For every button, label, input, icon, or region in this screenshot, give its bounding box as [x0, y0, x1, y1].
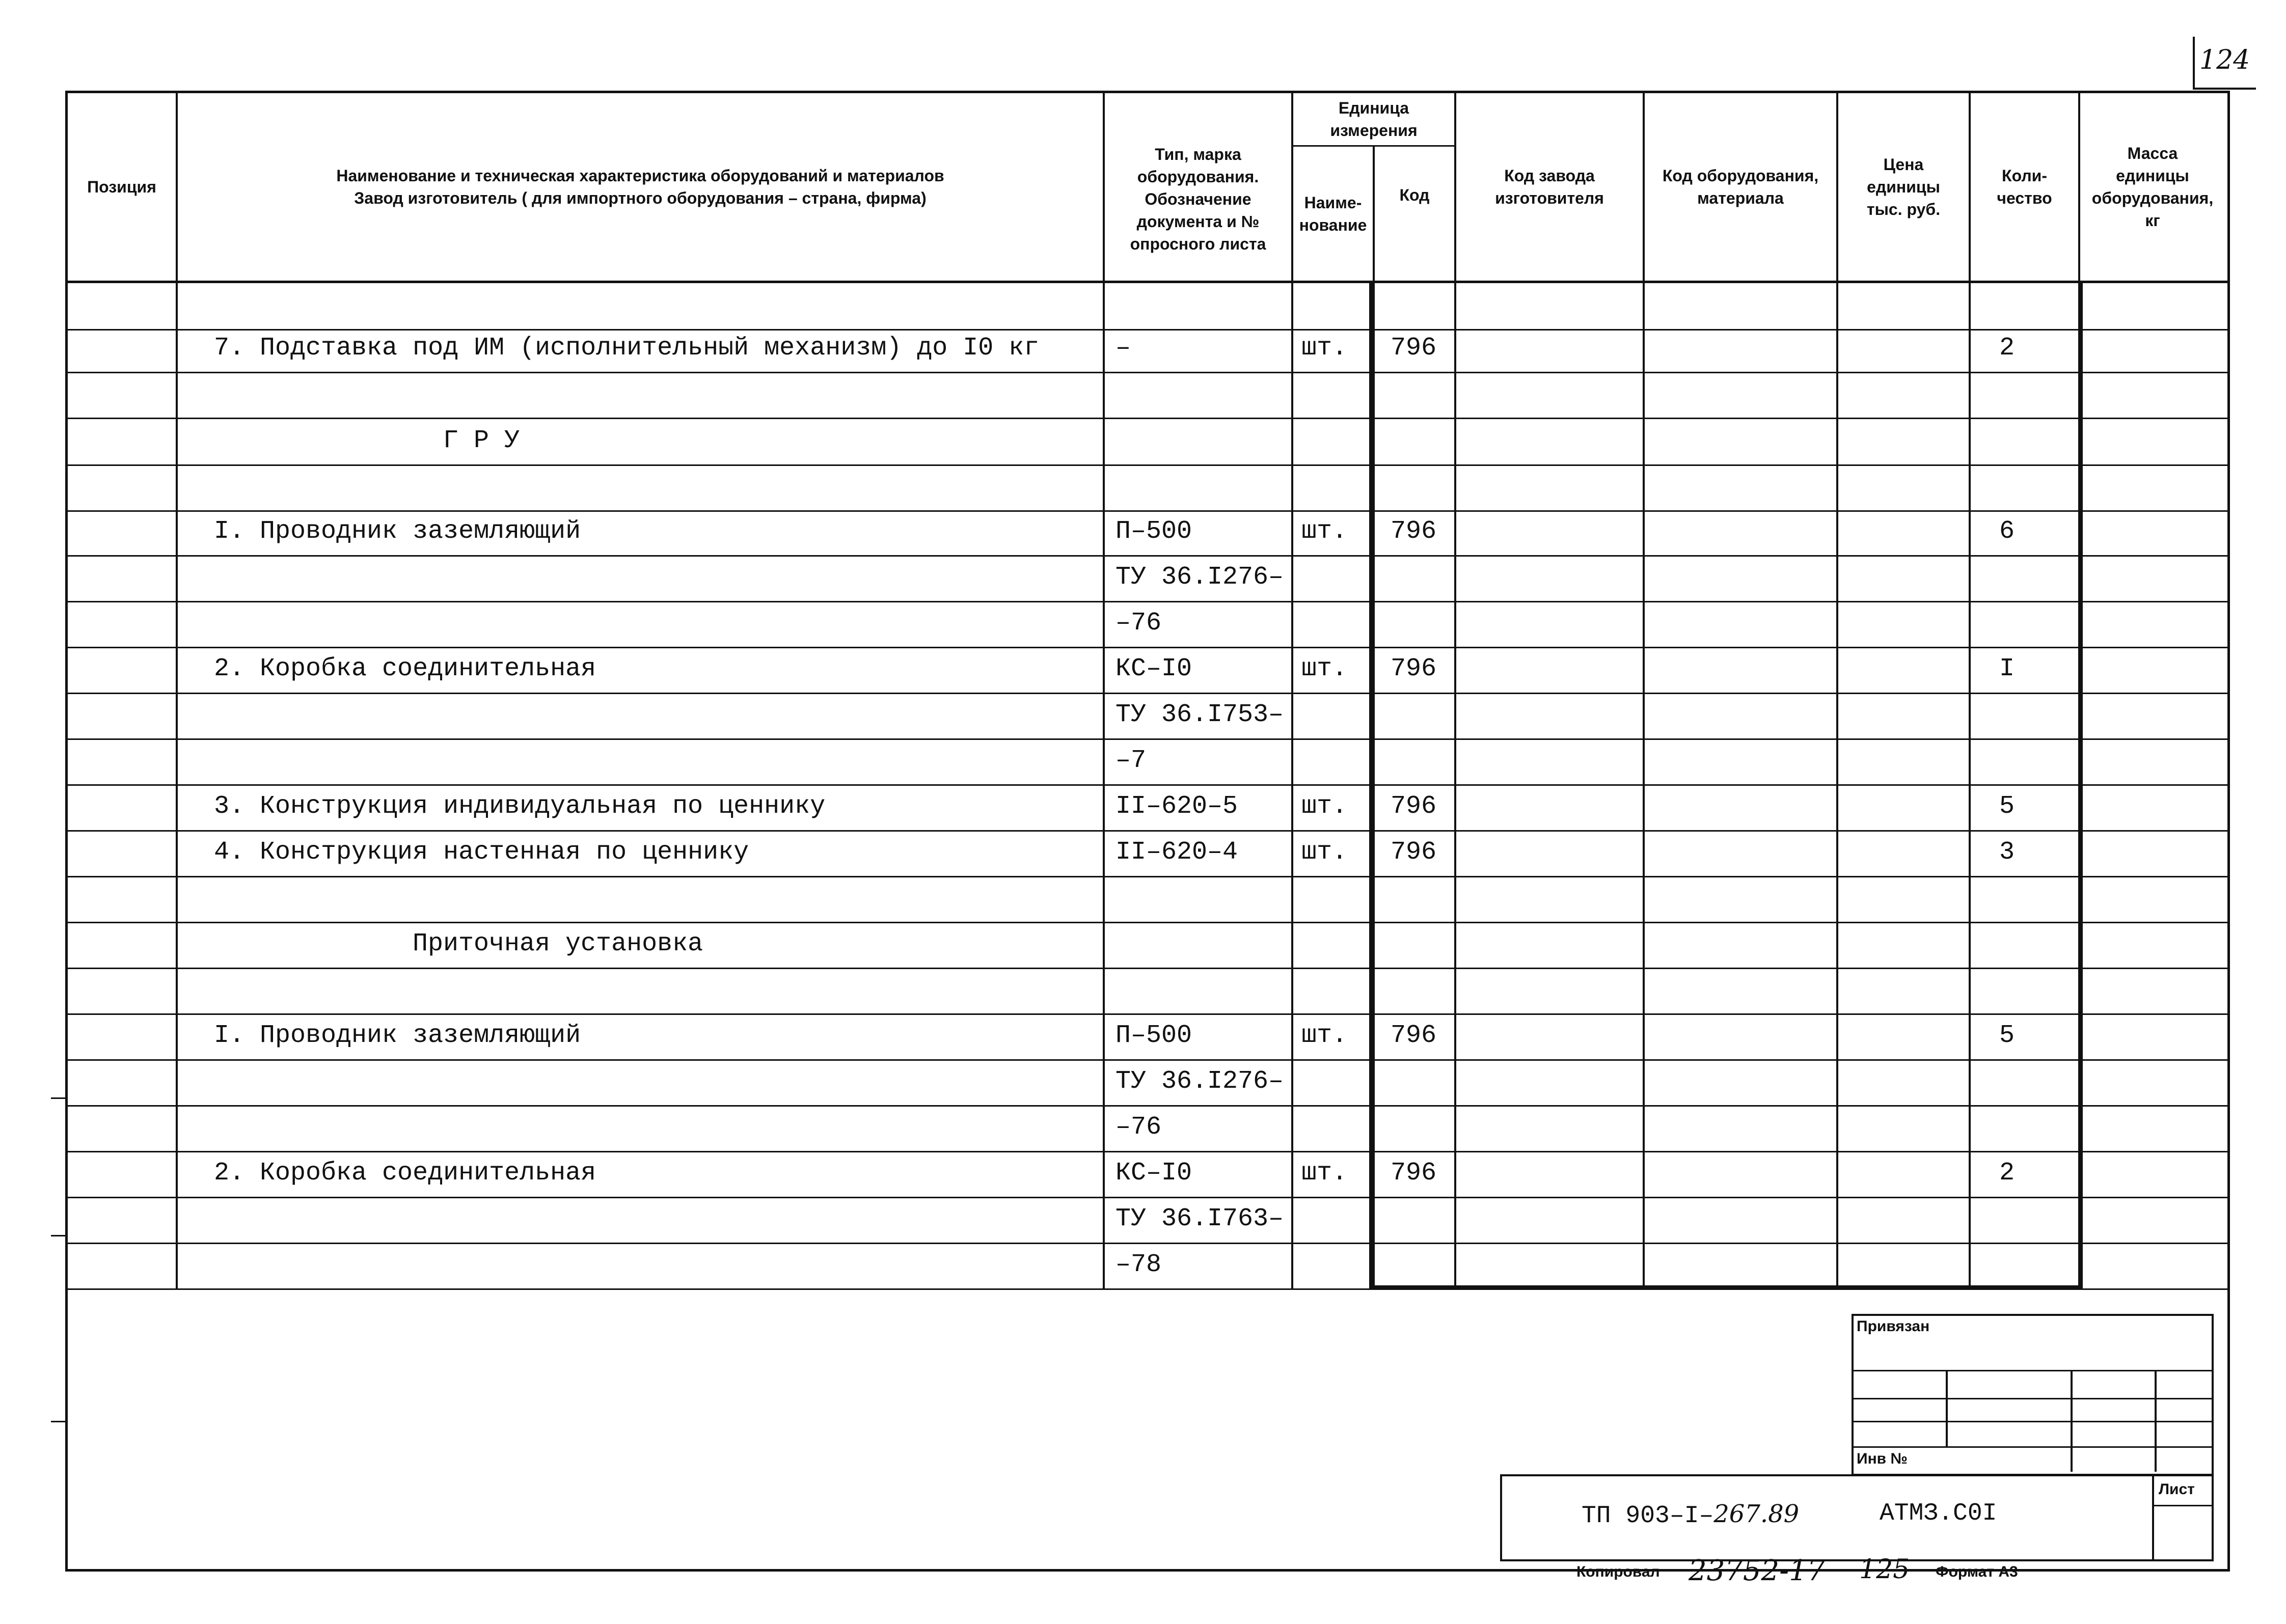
row-code: 796	[1391, 792, 1437, 821]
table-row	[0, 464, 2286, 510]
stamp-line-2	[1852, 1398, 2212, 1399]
edge-tick-1	[51, 1097, 65, 1099]
stamp-inv-label: Инв №	[1857, 1450, 1908, 1467]
edge-tick-2	[51, 1235, 65, 1236]
stamp-vline-3	[2155, 1370, 2157, 1472]
row-code: 796	[1391, 334, 1437, 363]
row-type: –7	[1115, 746, 1147, 775]
table-row	[0, 509, 2286, 555]
row-qty: I	[1999, 654, 2015, 683]
row-name: Приточная установка	[413, 929, 703, 958]
table-row	[0, 876, 2286, 922]
header-quantity: Коли- чество	[1997, 167, 2052, 207]
row-divider	[65, 1288, 2230, 1290]
row-code: 796	[1391, 1021, 1437, 1050]
header-factory-code: Код завода изготовителя	[1495, 167, 1604, 207]
header-price: Цена единицы тыс. руб.	[1866, 155, 1941, 218]
table-row	[0, 1197, 2286, 1243]
row-type: –76	[1115, 1113, 1162, 1142]
row-name: I. Проводник заземляющий	[214, 1021, 581, 1050]
table-row	[0, 372, 2286, 418]
row-name: 2. Коробка соединительная	[214, 1159, 596, 1188]
footer-sheet-handwritten: 125	[1859, 1554, 1910, 1585]
table-row	[0, 647, 2286, 693]
stamp-line-3	[1852, 1421, 2212, 1422]
row-qty: 3	[1999, 838, 2015, 867]
table-row	[0, 1013, 2286, 1059]
table-row	[0, 283, 2286, 329]
row-type: ТУ 36.I763–	[1115, 1204, 1284, 1233]
row-code: 796	[1391, 838, 1437, 867]
row-unit: шт.	[1301, 334, 1348, 363]
row-name: 4. Конструкция настенная по ценнику	[214, 838, 749, 867]
stamp-line-4	[1852, 1446, 2212, 1448]
header-unit-name: Наиме- нование	[1299, 194, 1367, 234]
header-mass: Масса единицы оборудования, кг	[2091, 144, 2214, 230]
row-type: КС–I0	[1115, 654, 1192, 683]
row-name: 3. Конструкция индивидуальная по ценнику	[214, 792, 826, 821]
row-type: ТУ 36.I276–	[1115, 563, 1284, 592]
edge-tick-3	[51, 1421, 65, 1422]
row-type: ТУ 36.I276–	[1115, 1067, 1284, 1096]
table-row	[0, 419, 2286, 464]
row-type: II–620–4	[1115, 838, 1238, 867]
row-unit: шт.	[1301, 1159, 1348, 1188]
stamp-vline-2	[2071, 1370, 2073, 1472]
row-qty: 2	[1999, 1159, 2015, 1188]
header-type: Тип, марка оборудования. Обозначение документа и № опросного листа	[1130, 145, 1266, 253]
header-position: Позиция	[87, 178, 156, 196]
stamp-sheet-label: Лист	[2159, 1481, 2195, 1498]
row-qty: 5	[1999, 792, 2015, 821]
header-equipment-code: Код оборудования, материала	[1662, 167, 1819, 207]
header-unit-code: Код	[1399, 186, 1430, 204]
stamp-line-1	[1852, 1370, 2212, 1371]
table-row	[0, 922, 2286, 968]
row-name: 7. Подставка под ИМ (исполнительный механизм) до I0 кг	[214, 334, 1040, 363]
table-row	[0, 1243, 2286, 1288]
row-qty: 2	[1999, 334, 2015, 363]
table-row	[0, 1105, 2286, 1151]
footer-format-label: Формат А3	[1936, 1563, 2018, 1580]
header-name: Наименование и техническая характеристика оборудований и материалов Завод изготовитель ( для импортного оборудования – страна, фирма)	[336, 167, 944, 207]
table-row	[0, 830, 2286, 876]
stamp-attached-label: Привязан	[1857, 1318, 1930, 1335]
row-unit: шт.	[1301, 838, 1348, 867]
row-unit: шт.	[1301, 654, 1348, 683]
row-name: 2. Коробка соединительная	[214, 654, 596, 683]
row-type: –	[1115, 334, 1131, 363]
row-code: 796	[1391, 1159, 1437, 1188]
table-row	[0, 968, 2286, 1013]
table-row	[0, 555, 2286, 601]
footer-copied-label: Копировал	[1576, 1563, 1660, 1580]
table-row	[0, 1059, 2286, 1105]
row-name: Г Р У	[443, 426, 520, 455]
stamp-doc-code-typed: ТП 903–I–	[1582, 1502, 1714, 1530]
row-type: ТУ 36.I753–	[1115, 700, 1284, 729]
stamp-doc-code	[1582, 1500, 1799, 1530]
row-type: II–620–5	[1115, 792, 1238, 821]
row-type: –78	[1115, 1250, 1162, 1279]
footer-copied-handwritten: 23752-17	[1689, 1554, 1826, 1587]
row-qty: 5	[1999, 1021, 2015, 1050]
row-type: –76	[1115, 609, 1162, 638]
stamp-doc-mark: АТМЗ.С0I	[1880, 1500, 1997, 1527]
row-name: I. Проводник заземляющий	[214, 517, 581, 546]
row-unit: шт.	[1301, 792, 1348, 821]
row-code: 796	[1391, 517, 1437, 546]
table-row	[0, 326, 2286, 372]
row-type: КС–I0	[1115, 1159, 1192, 1188]
row-unit: шт.	[1301, 517, 1348, 546]
row-code: 796	[1391, 654, 1437, 683]
page-number: 124	[2199, 45, 2250, 75]
table-row	[0, 1151, 2286, 1197]
row-type: П–500	[1115, 1021, 1192, 1050]
unit-group-line	[1291, 145, 1454, 147]
row-qty: 6	[1999, 517, 2015, 546]
row-type: П–500	[1115, 517, 1192, 546]
table-row	[0, 738, 2286, 784]
stamp-doc-code-handwritten: 267.89	[1713, 1500, 1800, 1528]
stamp-title-vline	[2152, 1474, 2154, 1561]
table-row	[0, 784, 2286, 830]
table-row	[0, 601, 2286, 647]
stamp-title-hline	[2152, 1505, 2212, 1506]
header-unit-group: Единица измерения	[1330, 99, 1418, 140]
stamp-vline-1	[1946, 1370, 1948, 1446]
row-unit: шт.	[1301, 1021, 1348, 1050]
table-row	[0, 693, 2286, 738]
